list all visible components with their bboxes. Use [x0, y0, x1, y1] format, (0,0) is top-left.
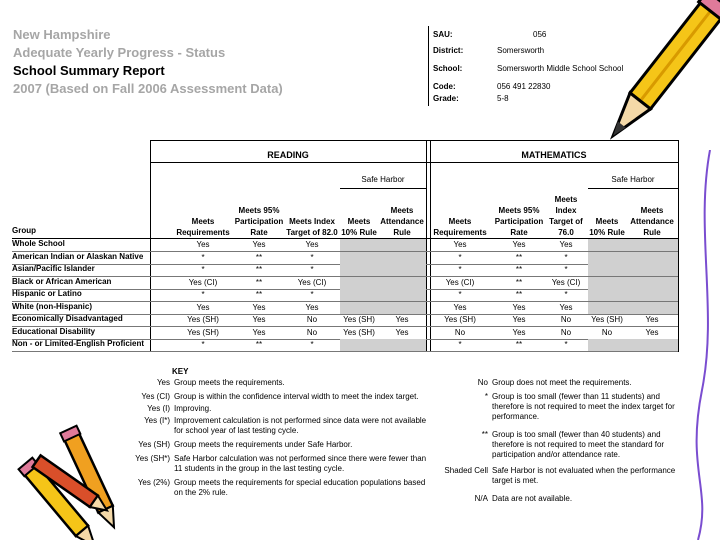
table-top-line — [150, 140, 678, 141]
table-cell — [588, 264, 626, 276]
table-cell — [378, 302, 426, 314]
key-text: Group is too small (fewer than 40 students) and therefore is not required to meet the standard for participation and/or attendance rate. — [492, 430, 665, 459]
key-code: Yes (I*) — [144, 416, 170, 425]
table-cell: * — [458, 265, 462, 274]
table-cell: Yes — [252, 240, 266, 249]
info-key: Code: — [433, 82, 456, 91]
table-cell — [626, 239, 678, 251]
table-cell — [378, 277, 426, 289]
table-cell — [588, 239, 626, 251]
table-cell: Yes — [252, 315, 266, 324]
table-divider — [426, 140, 427, 352]
table-cell: * — [564, 252, 568, 262]
table-cell: Yes (CI) — [188, 277, 218, 287]
key-text: Group is too small (fewer than 11 students) and therefore is not required to meet the index target for performance. — [492, 392, 675, 421]
table-cell — [378, 264, 426, 276]
row-group-label: Non - or Limited-English Proficient — [12, 339, 144, 348]
key-code: No — [477, 378, 488, 387]
table-cell: * — [564, 290, 568, 299]
table-cell — [588, 289, 626, 301]
table-cell: Yes — [512, 240, 526, 249]
table-cell — [378, 252, 426, 264]
row-group-label: American Indian or Alaskan Native — [12, 251, 144, 261]
row-group-label: Hispanic or Latino — [12, 289, 82, 298]
header-math-participation: Meets 95% Participation Rate — [494, 206, 544, 237]
table-cell: Yes — [305, 240, 319, 249]
info-value: 5-8 — [497, 94, 509, 103]
table-cell — [340, 339, 378, 351]
section-math: MATHEMATICS — [521, 150, 587, 160]
table-cell: * — [564, 265, 568, 274]
header-math-10pct: Meets 10% Rule — [589, 217, 625, 237]
table-cell: * — [310, 265, 314, 274]
section-reading: READING — [267, 150, 309, 160]
title-ayp: Adequate Yearly Progress - Status — [13, 45, 226, 60]
safe-harbor-math: Safe Harbor — [611, 175, 655, 184]
key-code: * — [484, 392, 488, 401]
table-cell: Yes (CI) — [445, 277, 475, 287]
table-border-left — [150, 140, 151, 352]
key-text: Improvement calculation is not performed since data were not available for school year of last testing cycle. — [174, 416, 427, 435]
info-key: District: — [433, 46, 464, 55]
table-cell: * — [564, 340, 568, 349]
table-cell — [340, 264, 378, 276]
table-cell: No — [306, 315, 318, 324]
key-text: Safe Harbor is not evaluated when the performance target is met. — [492, 466, 676, 485]
table-cell — [340, 239, 378, 251]
table-cell: Yes (SH) — [444, 315, 476, 324]
table-cell: Yes (SH) — [187, 327, 219, 337]
key-text: Data are not available. — [492, 494, 573, 503]
table-cell: ** — [255, 265, 263, 274]
table-cell — [340, 252, 378, 264]
table-cell: Yes — [453, 240, 467, 249]
header-reading-attendance: Meets Attendance Rule — [380, 206, 424, 237]
title-report: School Summary Report — [13, 63, 165, 78]
info-value: 056 — [533, 30, 547, 39]
table-cell — [340, 302, 378, 314]
header-reading-participation: Meets 95% Participation Rate — [234, 206, 284, 237]
key-code: Yes (I) — [147, 404, 170, 413]
info-value: Somersworth Middle School School — [497, 64, 624, 73]
table-cell — [626, 264, 678, 276]
header-math-attendance: Meets Attendance Rule — [630, 206, 674, 237]
table-cell: * — [201, 252, 205, 262]
key-code: Yes — [156, 378, 170, 387]
table-cell: * — [201, 340, 205, 349]
table-cell: ** — [515, 340, 523, 349]
key-title: KEY — [172, 367, 189, 376]
header-reading-10pct: Meets 10% Rule — [341, 217, 377, 237]
header-reading-index: Meets Index Target of 82.0 — [286, 217, 338, 237]
info-key: Grade: — [433, 94, 459, 103]
key-text: Safe Harbor calculation was not performed since there were fewer than 11 students in the group in the last testing cycle. — [174, 454, 427, 473]
table-cell: Yes (CI) — [297, 277, 327, 287]
row-divider — [12, 351, 678, 352]
safe-harbor-line-math — [588, 188, 678, 189]
table-cell: Yes — [395, 315, 409, 324]
table-cell: Yes — [512, 327, 526, 337]
table-cell: Yes — [252, 327, 266, 337]
row-group-label: Whole School — [12, 239, 65, 248]
header-group: Group — [12, 226, 36, 235]
key-text: Group meets the requirements under Safe Harbor. — [174, 440, 353, 449]
title-year: 2007 (Based on Fall 2006 Assessment Data) — [13, 81, 283, 96]
decorative-line-icon — [690, 150, 720, 540]
table-cell: Yes — [645, 315, 659, 324]
row-group-label: Black or African American — [12, 276, 112, 286]
key-code: Yes (CI) — [141, 392, 170, 401]
table-cell — [626, 289, 678, 301]
table-cell: ** — [255, 277, 263, 287]
key-code: Yes (SH) — [138, 440, 170, 449]
table-cell: ** — [255, 252, 263, 262]
row-group-label: Educational Disability — [12, 326, 96, 336]
table-cell: ** — [255, 340, 263, 349]
key-text: Group meets the requirements for special education populations based on the 2% rule. — [174, 478, 426, 497]
table-cell: No — [306, 327, 318, 337]
key-code: ** — [481, 430, 488, 439]
table-cell: Yes — [559, 240, 573, 249]
key-text: Group meets the requirements. — [174, 378, 285, 387]
table-cell: Yes — [645, 327, 659, 337]
table-cell: No — [454, 327, 466, 337]
table-cell: Yes (CI) — [551, 277, 581, 287]
key-code: N/A — [474, 494, 488, 503]
table-cell — [378, 239, 426, 251]
header-reading-meets: Meets Requirements — [176, 217, 230, 237]
info-key: SAU: — [433, 30, 453, 39]
key-text: Improving. — [174, 404, 212, 413]
table-cell: Yes — [512, 315, 526, 324]
table-cell: ** — [255, 290, 263, 299]
row-group-label: White (non-Hispanic) — [12, 301, 92, 311]
table-cell: * — [458, 290, 462, 299]
table-cell — [626, 252, 678, 264]
table-cell: * — [458, 252, 462, 262]
key-code: Yes (SH*) — [135, 454, 170, 463]
row-group-label: Economically Disadvantaged — [12, 314, 123, 323]
table-cell: * — [310, 340, 314, 349]
table-cell: No — [601, 327, 613, 337]
table-cell: Yes — [252, 302, 266, 312]
table-cell: Yes — [559, 302, 573, 312]
safe-harbor-reading: Safe Harbor — [361, 175, 405, 184]
title-state: New Hampshire — [13, 27, 111, 42]
row-group-label: Asian/Pacific Islander — [12, 264, 95, 273]
table-cell: Yes — [395, 327, 409, 337]
safe-harbor-line-reading — [340, 188, 426, 189]
table-cell — [626, 339, 678, 351]
table-cell: * — [458, 340, 462, 349]
pencil-icon — [588, 0, 720, 170]
table-border-right — [678, 140, 679, 352]
table-cell: Yes (SH) — [343, 327, 375, 337]
info-value: Somersworth — [497, 46, 545, 55]
table-cell: Yes (SH) — [187, 315, 219, 324]
key-text: Group does not meet the requirements. — [492, 378, 632, 387]
table-cell: ** — [515, 277, 523, 287]
key-text: Group is within the confidence interval width to meet the index target. — [174, 392, 419, 401]
table-cell — [340, 289, 378, 301]
table-cell: * — [310, 290, 314, 299]
table-cell: Yes — [453, 302, 467, 312]
table-cell — [588, 339, 626, 351]
table-cell: No — [560, 315, 572, 324]
info-value: 056 491 22830 — [497, 82, 551, 91]
table-cell — [340, 277, 378, 289]
table-cell: ** — [515, 265, 523, 274]
table-cell: ** — [515, 290, 523, 299]
header-math-meets: Meets Requirements — [433, 217, 487, 237]
pencils-icon — [0, 390, 150, 540]
table-cell: Yes — [305, 302, 319, 312]
section-line — [150, 162, 678, 163]
table-cell — [378, 339, 426, 351]
header-math-index: Meets Index Target of 76.0 — [549, 195, 583, 237]
table-cell: * — [201, 265, 205, 274]
table-cell — [588, 252, 626, 264]
table-cell: No — [560, 327, 572, 337]
table-cell — [588, 277, 626, 289]
table-cell: * — [201, 290, 205, 299]
table-cell: Yes — [512, 302, 526, 312]
table-cell: Yes (SH) — [591, 315, 623, 324]
key-code: Shaded Cell — [444, 466, 488, 475]
key-code: Yes (2%) — [137, 478, 170, 487]
table-cell: Yes — [196, 302, 210, 312]
table-cell — [588, 302, 626, 314]
table-cell: * — [310, 252, 314, 262]
table-cell: Yes (SH) — [343, 315, 375, 324]
table-cell: ** — [515, 252, 523, 262]
table-cell — [626, 277, 678, 289]
info-key: School: — [433, 64, 463, 73]
table-cell — [378, 289, 426, 301]
table-cell: Yes — [196, 240, 210, 249]
table-cell — [626, 302, 678, 314]
